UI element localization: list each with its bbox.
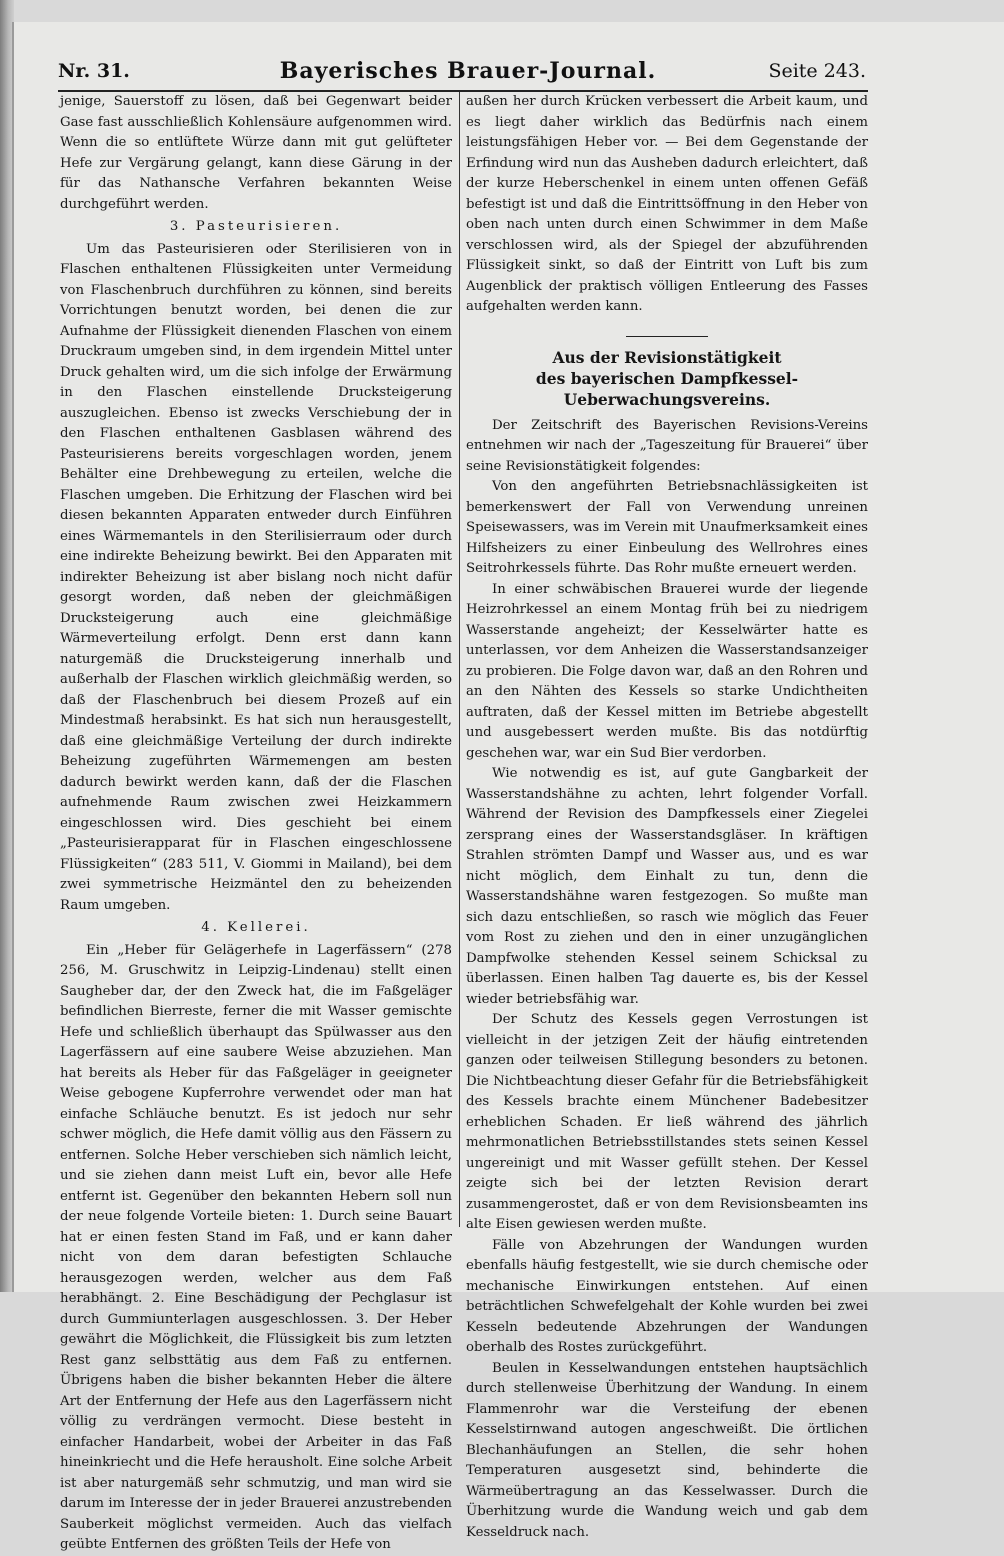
paragraph: jenige, Sauerstoff zu lösen, daß bei Gegenwart beider Gase fast ausschließlich Kohlensäure aufgenommen wird. Wenn die so entlüftete Würze dann mit gut gelüfteter Hefe zur Vergärung gelangt, kann diese Gärung in der für das Nathansche Verfahren bekannten Weise durchgeführt werden. [60,94,452,212]
right-column [466,92,868,1540]
paragraph: In einer schwäbischen Brauerei wurde der liegende Heizrohrkessel an einem Montag früh bei zu niedrigem Wasserstande angeheizt; der Kesselwärter hatte es unterlassen, vor dem Anheizen die Wasserstandsanzeiger zu probieren. Die Folge davon war, daß an den Rohren und an den Nähten des Kessels so starke Undichtheiten auftraten, daß der Kessel mitten im Betriebe abgestellt und ausgebessert werden mußte. Bis das notdürftig geschehen war, war ein Sud Bier verdorben. [466,581,868,761]
paragraph: Ein „Heber für Gelägerhefe in Lagerfässern“ (278 256, M. Gruschwitz in Leipzig-Lindenau) stellt einen Saugheber dar, der den Zweck hat, die im Faßgeläger befindlichen Bierreste, ferner die mit Wasser gemischte Hefe und schließlich überhaupt das Spülwasser aus den Lagerfässern auf eine saubere Weise abzuziehen. Man hat bereits als Heber für das Faßgeläger in geeigneter Weise gebogene Kupferrohre verwendet oder man hat einfache Schläuche benutzt. Es ist jedoch nur sehr schwer möglich, die Hefe damit völlig aus den Fässern zu entfernen. Solche Heber verschieben sich nämlich leicht, und sie ziehen dann meist Luft ein, bevor alle Hefe entfernt ist. Gegenüber den bekannten Hebern soll nun der neue folgende Vorteile bieten: 1. Durch seine Bauart hat er einen festen Stand im Faß, und er kann daher nicht von dem daran befestigten Schlauche herausgezogen werden, welcher aus dem Faß herabhängt. 2. Eine Beschädigung der Pechglasur ist durch Gummiunterlagen ausgeschlossen. 3. Der Heber gewährt die Möglichkeit, die Flüssigkeit bis zum letzten Rest ganz selbsttätig aus dem Faß zu entfernen. Übrigens haben die bisher bekannten Heber die ältere Art der Entfernung der Hefe aus den Lagerfässern nicht völlig zu verdrängen vermocht. Diese besteht in einfacher Handarbeit, wobei der Arbeiter in das Faß hineinkriecht und die Hefe herausholt. Eine solche Arbeit ist aber naturgemäß sehr schmutzig, und man wird sie darum im Interesse der in jeder Brauerei anzustrebenden Sauberkeit möglichst vermeiden. Auch das vielfach geübte Entfernen des größten Teils der Hefe von [60,942,452,1552]
paragraph: Beulen in Kesselwandungen entstehen hauptsächlich durch stellenweise Überhitzung der Wandung. In einem Flammenrohr war die Versteifung der ebenen Kesselstirnwand autogen angeschweißt. Die örtlichen Blechanhäufungen an Stellen, die sehr hohen Temperaturen ausgesetzt sind, behinderte die Wärmeübertragung an das Kesselwasser. Durch die Überhitzung wurde die Wandung weich und gab dem Kesseldruck nach. [466,1360,868,1540]
paragraph: außen her durch Krücken verbessert die Arbeit kaum, und es liegt daher wirklich das Bedürfnis nach einem leistungsfähigen Heber vor. — Bei dem Gegenstande der Erfindung wird nun das Ausheben dadurch erleichtert, daß der kurze Heberschenkel in einem unten offenen Gefäß befestigt ist und daß die Eintrittsöffnung in den Heber von oben nach unten durch einen Schwimmer in dem Maße verschlossen wird, als der Spiegel der abzuführenden Flüssigkeit sinkt, so daß der Eintritt von Luft bis zum Augenblick der praktisch völligen Entleerung des Fasses aufgehalten werden kann. [466,94,868,314]
paragraph: Von den angeführten Betriebsnachlässigkeiten ist bemerkenswert der Fall von Verwendung unreinen Speisewassers, was im Verein mit Unaufmerksamkeit eines Hilfsheizers zu einer Einbeulung des Wellrohres eines Seitrohrkessels führte. Das Rohr mußte erneuert werden. [466,479,868,576]
paragraph: Fälle von Abzehrungen der Wandungen wurden ebenfalls häufig festgestellt, wie sie durch chemische oder mechanische Einwirkungen entstehen. Auf einen beträchtlichen Schwefelgehalt der Kohle wurden bei zwei Kesseln bedeutende Abzehrungen der Wandungen oberhalb des Rostes zurückgeführt. [466,1237,868,1355]
running-header [58,58,866,86]
article-title-line-1: Aus der Revisionstätigkeit [552,347,782,367]
section-heading-kellerei: 4. Kellerei. [201,920,311,935]
left-column [60,92,452,1552]
journal-title: Bayerisches Brauer-Journal. [279,58,657,84]
article-title-line-2: des bayerischen Dampfkessel-Ueberwachungsvereins. [535,368,799,409]
issue-number: Nr. 31. [58,60,130,82]
section-separator [626,336,708,337]
paragraph: Um das Pasteurisieren oder Sterilisieren von in Flaschen enthaltenen Flüssigkeiten unter Vermeidung von Flaschenbruch durchführen zu können, sind bereits Vorrichtungen benutzt worden, bei denen die zur Aufnahme der Flüssigkeit dienenden Flaschen von einem Druckraum umgeben sind, in dem irgendein Mittel unter Druck gehalten wird, um die sich infolge der Erwärmung in den Flaschen einstellende Drucksteigerung auszugleichen. Ebenso ist zwecks Verschiebung der in den Flaschen enthaltenen Gasblasen während des Pasteurisierens bereits vorgeschlagen worden, jenem Behälter eine Drehbewegung zu erteilen, welche die Flaschen umgeben. Die Erhitzung der Flaschen wird bei diesen bekannten Apparaten entweder durch Einführen eines Wärmemantels in den Sterilisierraum oder durch eine indirekte Beheizung bewirkt. Bei den Apparaten mit indirekter Beheizung ist aber bislang noch nicht dafür gesorgt worden, daß neben der gleichmäßigen Drucksteigerung auch eine gleichmäßige Wärmeverteilung erfolgt. Denn erst dann kann naturgemäß die Drucksteigerung innerhalb und außerhalb der Flaschen wirklich gleichmäßig werden, so daß der Flaschenbruch bei diesem Prozeß auf ein Mindestmaß herabsinkt. Es hat sich nun herausgestellt, daß eine gleichmäßige Verteilung der durch indirekte Beheizung zugeführten Wärmemengen am besten dadurch bewirkt werden kann, daß der die Flaschen aufnehmende Raum zwischen zwei Heizkammern eingeschlossen wird. Dies geschieht bei einem „Pasteurisierapparat für in Flaschen eingeschlossene Flüssigkeiten“ (283 511, V. Giommi in Mailand), bei dem zwei symmetrische Heizmäntel den zu beheizenden Raum umgeben. [60,241,452,913]
page-number: Seite 243. [768,60,866,82]
section-heading-pasteurisieren: 3. Pasteurisieren. [169,219,343,234]
column-divider [459,92,460,1227]
paragraph: Der Zeitschrift des Bayerischen Revisions-Vereins entnehmen wir nach der „Tageszeitung für Brauerei“ über seine Revisionstätigkeit folgendes: [466,417,868,474]
page-binding-edge [0,0,14,1292]
paragraph: Wie notwendig es ist, auf gute Gangbarkeit der Wasserstandshähne zu achten, lehrt folgender Vorfall. Während der Revision des Dampfkessels einer Ziegelei zersprang eines der Wasserstandsgläser. In kräftigen Strahlen strömten Dampf und Wasser aus, und es war nicht möglich, dem Einhalt zu tun, denn die Wasserstandshähne waren festgezogen. So mußte man sich dazu entschließen, so rasch wie möglich das Feuer vom Rost zu ziehen und den in einer unzugänglichen Dampfwolke stehenden Kessel seinem Schicksal zu überlassen. Einen halben Tag dauerte es, bis der Kessel wieder betriebsfähig war. [466,766,868,1007]
paragraph: Der Schutz des Kessels gegen Verrostungen ist vielleicht in der jetzigen Zeit der häufig eintretenden ganzen oder teilweisen Stillegung besonders zu betonen. Die Nichtbeachtung dieser Gefahr für die Betriebsfähigkeit des Kessels brachte einem Münchener Badebesitzer erheblichen Schaden. Er ließ während des jährlich mehrmonatlichen Betriebsstillstandes stets seinen Kessel ungereinigt und mit Wasser gefüllt stehen. Der Kessel zeigte sich bei der letzten Revision derart zusammengerostet, daß er von dem Revisionsbeamten ins alte Eisen gewiesen werden mußte. [466,1012,868,1232]
